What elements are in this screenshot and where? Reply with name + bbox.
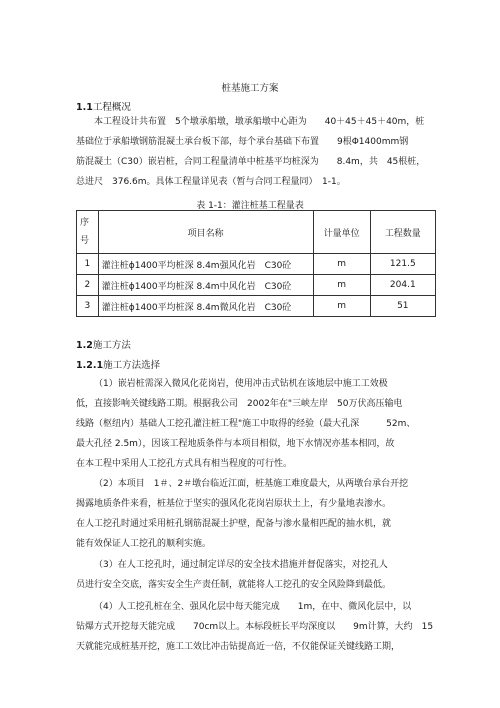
header-item-name: 项目名称	[98, 211, 313, 254]
overview-line: 筋混凝土（C30）嵌岩桩，合同工程量清单中桩基平均桩深为 8.4m，共 45根桩，	[76, 157, 426, 167]
cell-seq: 3	[77, 296, 99, 317]
cell-unit: m	[313, 275, 370, 296]
paragraph-line: 线路（枢纽内）基础人工挖孔灌注桩工程"施工中取得的经验（最大孔深 52m、	[76, 419, 416, 429]
cell-seq: 1	[77, 254, 99, 275]
header-unit: 计量单位	[313, 211, 370, 254]
section-number: 1.2	[76, 340, 93, 351]
header-seq: 序号	[77, 211, 99, 254]
cell-seq: 2	[77, 275, 99, 296]
method-paragraph-3	[76, 555, 456, 595]
cell-quantity: 51	[370, 296, 435, 317]
section-title: 施工方法选择	[103, 360, 161, 371]
cell-unit: m	[313, 254, 370, 275]
paragraph-line: 能有效保证人工挖孔的顺利实施。	[76, 539, 212, 549]
table-header-row	[77, 211, 436, 254]
paragraph-line: （4）人工挖孔桩在全、强风化层中每天能完成 1m，在中、微风化层中，以	[94, 602, 412, 612]
table-caption: 表 1-1：灌注桩基工程量表	[196, 201, 304, 211]
method-paragraph-4	[76, 597, 456, 657]
cell-item-name: 灌注桩ϕ1400平均桩深 8.4m中风化岩 C30砼	[98, 275, 313, 296]
cell-item-name: 灌注桩ϕ1400平均桩深 8.4m微风化岩 C30砼	[98, 296, 313, 317]
method-paragraph-1	[76, 374, 456, 474]
cell-quantity: 204.1	[370, 275, 435, 296]
paragraph-line: （1）嵌岩桩需深入微风化花岗岩，使用冲击式钻机在该地层中施工工效极	[94, 379, 388, 389]
paragraph-line: 天就能完成桩基开挖，施工工效比冲击钻提高近一倍，不仅能保证关键线路工期，	[76, 642, 401, 652]
table-row	[77, 296, 436, 317]
paragraph-line: 低，直接影响关键线路工期。根据我公司 2002年在"三峡左岸 50万伏高压输电	[76, 399, 403, 409]
section-heading-1-2	[76, 337, 131, 351]
section-heading-1-2-1	[76, 357, 160, 371]
paragraph-line: （2）本项目 1＃、2＃墩台临近江面，桩基施工难度最大，从两墩台承台开挖	[94, 479, 409, 489]
overview-line: 本工程设计共布置 5个墩承船墩，墩承船墩中心距为 40＋45＋45＋40m，桩	[94, 117, 425, 127]
overview-line: 基础位于承船墩钢筋混凝土承台板下部，每个承台基础下布置 9根Φ1400mm钢	[76, 137, 409, 147]
paragraph-line: 揭露地质条件来看，桩基位于坚实的强风化花岗岩原状土上，有少量地表渗水。	[76, 499, 392, 509]
paragraph-line: 最大孔径 2.5m），因该工程地质条件与本项目相似，地下水情况亦基本相同，故	[76, 439, 395, 449]
header-quantity: 工程数量	[370, 211, 435, 254]
cell-quantity: 121.5	[370, 254, 435, 275]
paragraph-line: 在人工挖孔时通过采用桩孔钢筋混凝土护壁，配备与渗水量相匹配的抽水机，就	[76, 519, 392, 529]
cell-unit: m	[313, 296, 370, 317]
method-paragraph-2	[76, 474, 456, 554]
cell-item-name: 灌注桩ϕ1400平均桩深 8.4m强风化岩 C30砼	[98, 254, 313, 275]
paragraph-line: 钻爆方式开挖每天能完成 70cm以上。本标段桩长平均深度以 9m计算，大约 15	[76, 622, 434, 632]
document-title: 桩基施工方案	[221, 83, 279, 94]
paragraph-line: 在本工程中采用人工挖孔方式具有相当程度的可行性。	[76, 459, 293, 469]
paragraph-line: 员进行安全交底，落实安全生产责任制，就能将人工挖孔的安全风险降到最低。	[76, 580, 392, 590]
overview-paragraph	[76, 112, 456, 192]
overview-line: 总进尺 376.6m。具体工程量详见表（暂与合同工程量同） 1-1。	[76, 177, 346, 187]
section-title: 工程概况	[92, 102, 131, 113]
section-number: 1.2.1	[76, 360, 104, 371]
table-row	[77, 254, 436, 275]
table-row	[77, 275, 436, 296]
section-title: 施工方法	[92, 340, 131, 351]
section-heading-1-1	[76, 99, 131, 113]
section-number: 1.1	[76, 102, 93, 113]
quantity-table	[76, 210, 436, 317]
paragraph-line: （3）在人工挖孔时，通过制定详尽的安全技术措施并督促落实，对挖孔人	[94, 560, 388, 570]
